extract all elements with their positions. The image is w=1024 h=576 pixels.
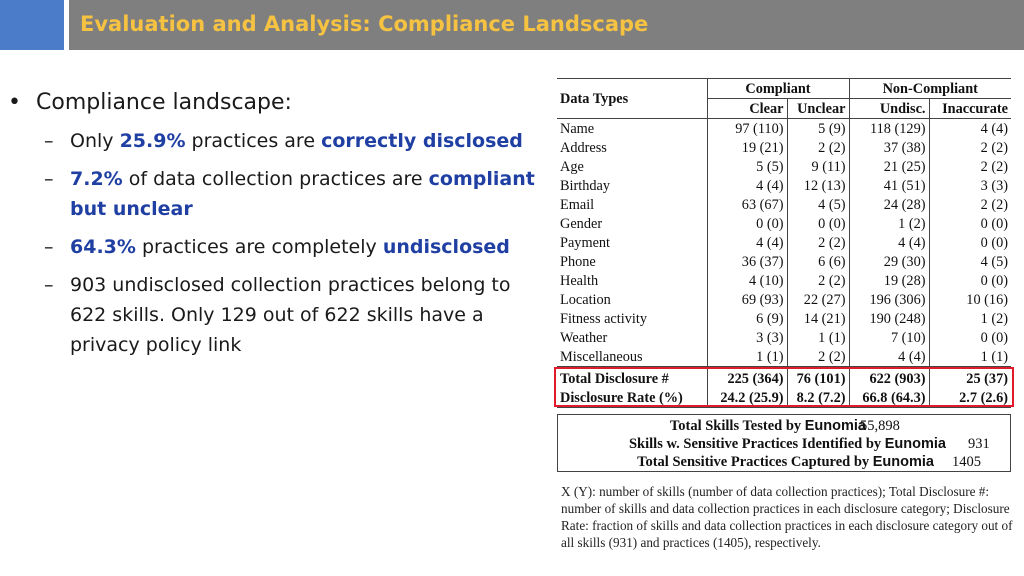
cell-data-type: Gender: [560, 215, 603, 232]
table-row: [557, 233, 1011, 252]
header-compliant: Compliant: [707, 79, 849, 99]
cell-value: 63 (67): [707, 195, 787, 214]
totals-highlight-box: [554, 367, 1014, 407]
cell-value: 24 (28): [849, 195, 929, 214]
table-row: [557, 176, 1011, 195]
sub-bullet-skills: [8, 270, 538, 360]
cell-value: 69 (93): [707, 290, 787, 309]
summary-label: Total Skills Tested by Eunomia: [669, 418, 866, 434]
cell-data-type: Miscellaneous: [560, 348, 643, 365]
dash-icon: –: [44, 236, 54, 258]
table-caption: X (Y): number of skills (number of data collection practices); Total Disclosure #: number of skills and data collection practices in each disclosure category; Disclosure Rate: fraction of skills and data collection practices in each disclosure category out of all skills (931) and practices (1405), respectively.: [561, 484, 1013, 550]
cell-value: 4 (5): [787, 195, 849, 214]
summary-value: 931: [968, 436, 990, 452]
header-unclear: Unclear: [787, 99, 849, 119]
brand-name: Eunomia: [872, 454, 934, 470]
cell-value: 10 (16): [929, 290, 1011, 309]
header-inaccurate: Inaccurate: [929, 99, 1011, 119]
cell-value: 1 (2): [849, 214, 929, 233]
table-row: [557, 347, 1011, 368]
cell-value: 5 (9): [787, 119, 849, 139]
cell-value: 4 (5): [929, 252, 1011, 271]
cell-value: 2.7 (2.6): [929, 388, 1011, 408]
cell-value: 1 (2): [929, 309, 1011, 328]
cell-value: 2 (2): [787, 233, 849, 252]
table-row: [557, 328, 1011, 347]
table-row: [557, 290, 1011, 309]
cell-value: 2 (2): [787, 138, 849, 157]
sub-bullet-text: practices are: [185, 130, 322, 152]
summary-value: 55,898: [860, 418, 900, 434]
cell-value: 41 (51): [849, 176, 929, 195]
sub-bullet-text: 903 undisclosed collection practices belong to 622 skills. Only 129 out of 622 skills have a privacy policy link: [70, 274, 511, 356]
cell-data-type: Weather: [560, 329, 608, 346]
summary-label: Total Sensitive Practices Captured by Eunomia: [637, 454, 934, 470]
compliance-table: [557, 78, 1011, 408]
cell-value: 2 (2): [787, 347, 849, 368]
dash-icon: –: [44, 274, 54, 296]
table-row: [557, 195, 1011, 214]
highlight-term: undisclosed: [382, 236, 510, 258]
cell-value: 2 (2): [787, 271, 849, 290]
summary-row-practices-captured: [558, 453, 1012, 471]
cell-data-type: Birthday: [560, 177, 611, 194]
compliance-table-wrapper: [557, 78, 1011, 408]
table-row: [557, 252, 1011, 271]
sub-bullet-text: of data collection practices are: [122, 168, 429, 190]
cell-data-type: Fitness activity: [560, 310, 647, 327]
cell-value: 2 (2): [929, 195, 1011, 214]
bullet-main: [8, 88, 538, 118]
sub-bullet-text: practices are completely: [135, 236, 383, 258]
cell-value: 0 (0): [707, 214, 787, 233]
table-row: [557, 157, 1011, 176]
cell-data-type: Location: [560, 291, 611, 308]
bullet-dot-icon: •: [8, 90, 21, 115]
cell-value: 0 (0): [787, 214, 849, 233]
compliance-table-body: [557, 79, 1011, 408]
highlight-percent: 7.2%: [70, 168, 123, 190]
cell-value: 7 (10): [849, 328, 929, 347]
cell-value: 6 (9): [707, 309, 787, 328]
cell-value: 0 (0): [929, 328, 1011, 347]
summary-value: 1405: [952, 454, 981, 470]
cell-value: 22 (27): [787, 290, 849, 309]
table-row: [557, 138, 1011, 157]
brand-name: Eunomia: [804, 418, 866, 434]
bullet-list: [8, 88, 538, 360]
cell-value: 196 (306): [849, 290, 929, 309]
cell-value: 21 (25): [849, 157, 929, 176]
table-row: [557, 214, 1011, 233]
cell-value: 19 (28): [849, 271, 929, 290]
dash-icon: –: [44, 168, 54, 190]
sub-bullet-unclear: [8, 164, 538, 224]
cell-data-type: Age: [560, 158, 584, 175]
cell-value: 3 (3): [707, 328, 787, 347]
dash-icon: –: [44, 130, 54, 152]
header-data-types: Data Types: [557, 79, 707, 119]
cell-value: 1 (1): [929, 347, 1011, 368]
cell-value: 4 (10): [707, 271, 787, 290]
table-row: [557, 309, 1011, 328]
cell-value: 12 (13): [787, 176, 849, 195]
summary-row-skills-identified: [558, 435, 1012, 453]
cell-value: 0 (0): [929, 233, 1011, 252]
highlight-term: compliant but unclear: [70, 168, 535, 220]
cell-value: 4 (4): [707, 233, 787, 252]
cell-value: 225 (364): [707, 368, 787, 389]
header-noncompliant: Non-Compliant: [849, 79, 1011, 99]
cell-value: 36 (37): [707, 252, 787, 271]
cell-value: 2 (2): [929, 157, 1011, 176]
brand-name: Eunomia: [884, 436, 946, 452]
cell-data-type: Email: [560, 196, 595, 213]
cell-value: 190 (248): [849, 309, 929, 328]
cell-value: 25 (37): [929, 368, 1011, 389]
table-row: [557, 271, 1011, 290]
summary-label: Skills w. Sensitive Practices Identified by Eunomia: [628, 436, 946, 452]
cell-value: 3 (3): [929, 176, 1011, 195]
cell-value: 4 (4): [707, 176, 787, 195]
header-clear: Clear: [707, 99, 787, 119]
cell-data-type: Name: [557, 119, 707, 139]
slide-title: Evaluation and Analysis: Compliance Landscape: [80, 12, 649, 36]
cell-value: 14 (21): [787, 309, 849, 328]
cell-value: 622 (903): [849, 368, 929, 389]
header-divider: [64, 0, 69, 50]
cell-value: 1 (1): [787, 328, 849, 347]
cell-value: 29 (30): [849, 252, 929, 271]
cell-value: 5 (5): [707, 157, 787, 176]
cell-value: 2 (2): [929, 138, 1011, 157]
cell-value: 37 (38): [849, 138, 929, 157]
header-undisclosed: Undisc.: [849, 99, 929, 119]
cell-data-type: Total Disclosure #: [557, 368, 707, 389]
cell-value: 4 (4): [849, 347, 929, 368]
cell-value: 4 (4): [929, 119, 1011, 139]
cell-value: 66.8 (64.3): [849, 388, 929, 408]
cell-value: 118 (129): [849, 119, 929, 139]
cell-value: 24.2 (25.9): [707, 388, 787, 408]
cell-data-type: Payment: [560, 234, 611, 251]
summary-box: [557, 414, 1011, 472]
cell-data-type: Health: [560, 272, 599, 289]
cell-data-type: Phone: [560, 253, 596, 270]
cell-value: 0 (0): [929, 214, 1011, 233]
highlight-term: correctly disclosed: [321, 130, 523, 152]
cell-data-type: Address: [560, 139, 607, 156]
highlight-percent: 64.3%: [70, 236, 136, 258]
header-accent-block: [0, 0, 64, 50]
cell-value: 76 (101): [787, 368, 849, 389]
cell-value: 9 (11): [787, 157, 849, 176]
highlight-percent: 25.9%: [119, 130, 186, 152]
cell-value: 0 (0): [929, 271, 1011, 290]
sub-bullet-disclosed: [8, 126, 538, 156]
cell-value: 6 (6): [787, 252, 849, 271]
table-header-row: [557, 79, 1011, 99]
bullet-main-text: Compliance landscape:: [36, 90, 292, 115]
cell-value: 19 (21): [707, 138, 787, 157]
summary-row-skills-tested: [558, 417, 1012, 435]
cell-value: 97 (110): [707, 119, 787, 139]
cell-value: 8.2 (7.2): [787, 388, 849, 408]
cell-value: 4 (4): [849, 233, 929, 252]
sub-bullet-undisclosed: [8, 232, 538, 262]
cell-value: 1 (1): [707, 347, 787, 368]
cell-data-type: Disclosure Rate (%): [557, 388, 707, 408]
sub-bullet-text: Only: [70, 130, 120, 152]
table-row: [557, 119, 1011, 139]
